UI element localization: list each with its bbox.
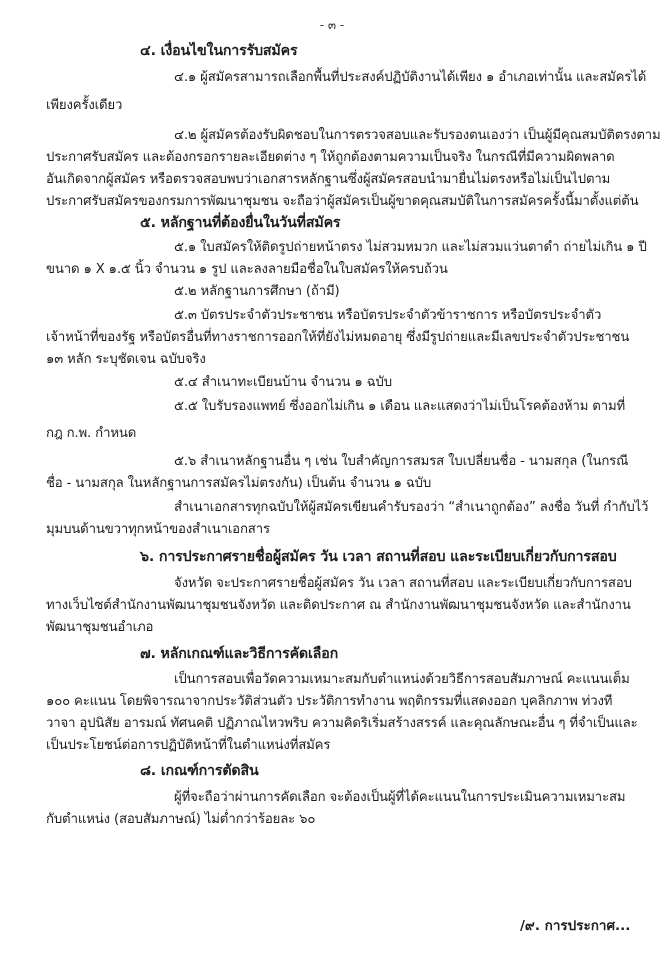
section-8-line1: ผู้ที่จะถือว่าผ่านการคัดเลือก จะต้องเป็นผู้ที่ได้คะแนนในการประเมินความเหมาะสม <box>174 790 626 805</box>
section-7-line1: เป็นการสอบเพื่อวัดความเหมาะสมกับตำแหน่งด้วยวิธีการสอบสัมภาษณ์ คะแนนเต็ม <box>174 672 630 687</box>
section-4-1-line2: เพียงครั้งเดียว <box>46 98 123 113</box>
section-5-heading: ๕. หลักฐานที่ต้องยื่นในวันที่สมัคร <box>140 215 341 231</box>
page-number: - ๓ - <box>319 18 345 32</box>
section-4-2-line2: ประกาศรับสมัคร และต้องกรอกรายละเอียดต่าง ๆ ให้ถูกต้องตามความเป็นจริง ในกรณีที่มีความผิดพลาด <box>46 150 615 165</box>
section-5-3-line3: ๑๓ หลัก ระบุชัดเจน ฉบับจริง <box>46 352 206 367</box>
section-5-4: ๕.๔ สำเนาทะเบียนบ้าน จำนวน ๑ ฉบับ <box>174 375 392 390</box>
section-4-2-line1: ๔.๒ ผู้สมัครต้องรับผิดชอบในการตรวจสอบและรับรองตนเองว่า เป็นผู้มีคุณสมบัติตรงตาม <box>174 128 661 143</box>
section-8-heading: ๘. เกณฑ์การตัดสิน <box>140 763 259 779</box>
section-5-3-line2: เจ้าหน้าที่ของรัฐ หรือบัตรอื่นที่ทางราชการออกให้ที่ยังไม่หมดอายุ ซึ่งมีรูปถ่ายและมีเลขประจำตัวประชาชน <box>46 330 630 345</box>
section-5-5-line2: กฎ ก.พ. กำหนด <box>46 426 137 441</box>
section-5-note-line1: สำเนาเอกสารทุกฉบับให้ผู้สมัครเขียนคำรับรองว่า “สำเนาถูกต้อง” ลงชื่อ วันที่ กำกับไว้ <box>174 500 649 515</box>
section-6-line1: จังหวัด จะประกาศรายชื่อผู้สมัคร วัน เวลา สถานที่สอบ และระเบียบเกี่ยวกับการสอบ <box>174 576 632 591</box>
section-8-line2: กับตำแหน่ง (สอบสัมภาษณ์) ไม่ต่ำกว่าร้อยละ ๖๐ <box>46 812 316 827</box>
continuation-marker: /๙. การประกาศ... <box>520 918 631 934</box>
section-7-line4: เป็นประโยชน์ต่อการปฏิบัติหน้าที่ในตำแหน่งที่สมัคร <box>46 738 331 753</box>
section-5-1-line2: ขนาด ๑ X ๑.๕ นิ้ว จำนวน ๑ รูป และลงลายมือชื่อในใบสมัครให้ครบถ้วน <box>46 262 448 277</box>
section-6-line3: พัฒนาชุมชนอำเภอ <box>46 620 154 635</box>
section-7-heading: ๗. หลักเกณฑ์และวิธีการคัดเลือก <box>140 646 339 662</box>
section-4-heading: ๔. เงื่อนไขในการรับสมัคร <box>140 43 298 59</box>
section-5-1-line1: ๕.๑ ใบสมัครให้ติดรูปถ่ายหน้าตรง ไม่สวมหมวก และไม่สวมแว่นตาดำ ถ่ายไม่เกิน ๑ ปี <box>174 240 647 255</box>
section-4-1-line1: ๔.๑ ผู้สมัครสามารถเลือกพื้นที่ประสงค์ปฏิบัติงานได้เพียง ๑ อำเภอเท่านั้น และสมัครได้ <box>174 70 647 85</box>
section-5-6-line1: ๕.๖ สำเนาหลักฐานอื่น ๆ เช่น ใบสำคัญการสมรส ใบเปลี่ยนชื่อ - นามสกุล (ในกรณี <box>174 454 629 469</box>
section-6-heading: ๖. การประกาศรายชื่อผู้สมัคร วัน เวลา สถานที่สอบ และระเบียบเกี่ยวกับการสอบ <box>140 549 617 565</box>
section-5-note-line2: มุมบนด้านขวาทุกหน้าของสำเนาเอกสาร <box>46 522 270 537</box>
section-5-2: ๕.๒ หลักฐานการศึกษา (ถ้ามี) <box>174 284 340 299</box>
section-5-3-line1: ๕.๓ บัตรประจำตัวประชาชน หรือบัตรประจำตัวข้าราชการ หรือบัตรประจำตัว <box>174 308 602 323</box>
section-7-line3: วาจา อุปนิสัย อารมณ์ ทัศนคติ ปฏิภาณไหวพริบ ความคิดริเริ่มสร้างสรรค์ และคุณลักษณะอื่น ๆ ที่จำเป็นและ <box>46 716 638 731</box>
section-5-5-line1: ๕.๕ ใบรับรองแพทย์ ซึ่งออกไม่เกิน ๑ เดือน และแสดงว่าไม่เป็นโรคต้องห้าม ตามที่ <box>174 399 626 414</box>
section-4-2-line3: อันเกิดจากผู้สมัคร หรือตรวจสอบพบว่าเอกสารหลักฐานซึ่งผู้สมัครสอบนำมายื่นไม่ตรงหรือไม่เป็นไปตาม <box>46 172 611 187</box>
section-5-6-line2: ชื่อ - นามสกุล ในหลักฐานการสมัครไม่ตรงกัน) เป็นต้น จำนวน ๑ ฉบับ <box>46 476 432 491</box>
section-7-line2: ๑๐๐ คะแนน โดยพิจารณาจากประวัติส่วนตัว ประวัติการทำงาน พฤติกรรมที่แสดงออก บุคลิกภาพ ท่วงที <box>46 694 613 709</box>
section-4-2-line4: ประกาศรับสมัครของกรมการพัฒนาชุมชน จะถือว่าผู้สมัครเป็นผู้ขาดคุณสมบัติในการสมัครครั้งนี้มาตั้งแต่ต้น <box>46 194 639 209</box>
section-6-line2: ทางเว็บไซต์สำนักงานพัฒนาชุมชนจังหวัด และติดประกาศ ณ สำนักงานพัฒนาชุมชนจังหวัด และสำนักงาน <box>46 598 631 613</box>
